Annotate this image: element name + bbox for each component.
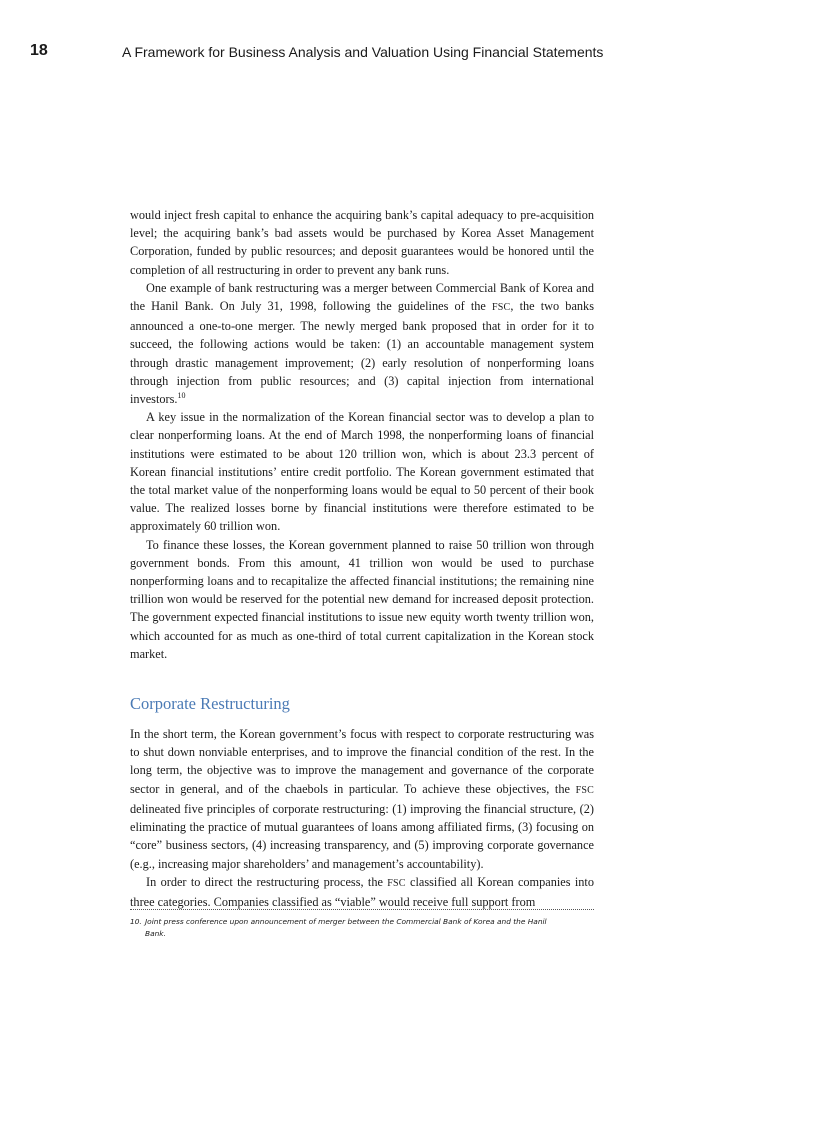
page-number: 18 — [30, 42, 48, 59]
paragraph-corporate-focus — [130, 725, 594, 873]
fsc-abbreviation: FSC — [492, 302, 511, 314]
fsc-abbreviation: FSC — [575, 784, 594, 796]
footnote-reference[interactable]: 10 — [177, 391, 186, 401]
classification-text-start: In order to direct the restructuring process, the — [146, 874, 383, 889]
footnote — [130, 916, 594, 940]
footnote-text: Joint press conference upon announcement of merger between the Commercial Bank of Korea and the Hanil — [145, 917, 547, 926]
section-heading-corporate-restructuring: Corporate Restructuring — [130, 694, 290, 714]
paragraph-nonperforming-loans: A key issue in the normalization of the Korean financial sector was to develop a plan to clear nonperforming loans. At the end of March 1998, the nonperforming loans of financial institutions were estimated to be about 120 trillion won, which is about 23.3 percent of Korean financial institutions’ entire credit portfolio. The Korean government estimated that the total market value of the nonperforming loans would be equal to 50 percent of their book value. The realized losses borne by financial institutions were therefore estimated to be approximately 60 trillion won. — [130, 410, 594, 534]
main-text — [130, 206, 594, 911]
footnote-line — [130, 916, 594, 928]
footnote-number: 10. — [130, 917, 142, 926]
paragraph-merger-example — [130, 279, 594, 408]
paragraph-classification — [130, 873, 594, 911]
merger-text-start: One example of bank restructuring was a merger between Commercial Bank of Korea and the Hanil Bank. On July 31, 1998, following the guidelines of the — [130, 280, 594, 314]
corporate-text-end: delineated five principles of corporate restructuring: (1) improving the financial structure, (2) eliminating the practice of mutual guarantees of loans among affiliated firms, (3) focusing on “core” business sectors, (4) increasing transparency, and (5) improving corporate governance (e.g., increasing major shareholders’ and management’s accountability). — [130, 801, 594, 871]
paragraph-financing-losses: To finance these losses, the Korean government planned to raise 50 trillion won through government bonds. From this amount, 41 trillion won would be used to purchase nonperforming loans and to recapitalize the affected financial institutions; the remaining nine trillion won would be reserved for the potential new demand for increased deposit protection. The government expected financial institutions to issue new equity worth twenty trillion won, which accounted for as much as one-third of total current capitalization in the Korean stock market. — [130, 537, 594, 661]
fsc-abbreviation: FSC — [387, 877, 406, 889]
running-title: A Framework for Business Analysis and Valuation Using Financial Statements — [122, 44, 604, 60]
footnote-divider — [130, 909, 594, 910]
paragraph-bank-guarantees: would inject fresh capital to enhance the acquiring bank’s capital adequacy to pre-acquisition level; the acquiring bank’s bad assets would be purchased by Korea Asset Management Corporation, funded by public resources; and deposit guarantees would be honored until the completion of all restructuring in order to prevent any bank runs. — [130, 208, 594, 277]
classification-text-end: classified all Korean companies into three categories. Companies classified as “viable” would receive full support from — [130, 874, 595, 909]
footnote-text-continued: Bank. — [145, 929, 166, 938]
merger-text-end: , the two banks announced a one-to-one merger. The newly merged bank proposed that in order for it to succeed, the following actions would be taken: (1) an accountable management system through drastic management improvement; (2) early resolution of nonperforming loans through injection from public resources; and (3) capital injection from international investors. — [130, 299, 594, 407]
corporate-text-start: In the short term, the Korean government’s focus with respect to corporate restructuring was to shut down nonviable enterprises, and to improve the financial condition of the rest. In the long term, the objective was to improve the management and governance of the corporate sector in general, and of the chaebols in particular. To achieve these objectives, the — [130, 727, 594, 796]
